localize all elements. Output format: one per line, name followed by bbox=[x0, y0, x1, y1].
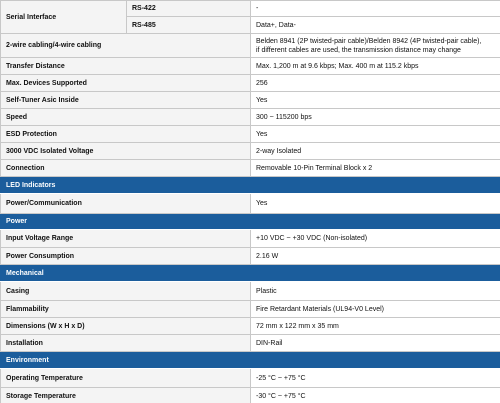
spec-row-speed bbox=[1, 109, 500, 126]
dimensions-label: Dimensions (W x H x D) bbox=[1, 318, 251, 335]
section-title-environment: Environment bbox=[1, 352, 500, 369]
section-header-power bbox=[1, 214, 500, 230]
spec-row-self-tuner bbox=[1, 92, 500, 109]
transfer-distance-value: Max. 1,200 m at 9.6 kbps; Max. 400 m at 115.2 kbps bbox=[251, 58, 500, 75]
esd-value: Yes bbox=[251, 126, 500, 143]
spec-row-max-devices bbox=[1, 75, 500, 92]
rs422-label: RS-422 bbox=[127, 1, 251, 17]
rs422-value: - bbox=[251, 1, 500, 17]
spec-row-isolated-voltage bbox=[1, 143, 500, 160]
spec-row-flammability bbox=[1, 301, 500, 318]
dimensions-value: 72 mm x 122 mm x 35 mm bbox=[251, 318, 500, 335]
connection-value: Removable 10-Pin Terminal Block x 2 bbox=[251, 160, 500, 177]
operating-temperature-label: Operating Temperature bbox=[1, 369, 251, 388]
spec-row-esd bbox=[1, 126, 500, 143]
spec-row-cabling bbox=[1, 34, 500, 58]
spec-row-connection bbox=[1, 160, 500, 177]
spec-row-operating-temperature bbox=[1, 369, 500, 388]
storage-temperature-value: -30 °C ~ +75 °C bbox=[251, 388, 500, 403]
connection-label: Connection bbox=[1, 160, 251, 177]
flammability-value: Fire Retardant Materials (UL94-V0 Level) bbox=[251, 301, 500, 318]
installation-value: DIN-Rail bbox=[251, 335, 500, 352]
storage-temperature-label: Storage Temperature bbox=[1, 388, 251, 403]
self-tuner-label: Self-Tuner Asic Inside bbox=[1, 92, 251, 109]
cabling-value-line2: if different cables are used, the transmission distance may change bbox=[256, 46, 461, 54]
input-voltage-value: +10 VDC ~ +30 VDC (Non-isolated) bbox=[251, 230, 500, 248]
transfer-distance-label: Transfer Distance bbox=[1, 58, 251, 75]
section-title-led-indicators: LED Indicators bbox=[1, 177, 500, 194]
operating-temperature-value: -25 °C ~ +75 °C bbox=[251, 369, 500, 388]
section-header-mechanical bbox=[1, 265, 500, 282]
max-devices-value: 256 bbox=[251, 75, 500, 92]
cabling-value bbox=[251, 34, 500, 58]
power-communication-value: Yes bbox=[251, 194, 500, 214]
section-title-mechanical: Mechanical bbox=[1, 265, 500, 282]
power-communication-label: Power/Communication bbox=[1, 194, 251, 214]
spec-row-installation bbox=[1, 335, 500, 352]
isolated-voltage-value: 2-way Isolated bbox=[251, 143, 500, 160]
self-tuner-value: Yes bbox=[251, 92, 500, 109]
section-header-environment bbox=[1, 352, 500, 369]
speed-label: Speed bbox=[1, 109, 251, 126]
spec-row-transfer-distance bbox=[1, 58, 500, 75]
spec-row-dimensions bbox=[1, 318, 500, 335]
rs485-label: RS-485 bbox=[127, 17, 251, 34]
isolated-voltage-label: 3000 VDC Isolated Voltage bbox=[1, 143, 251, 160]
spec-row-casing bbox=[1, 282, 500, 301]
serial-interface-label: Serial Interface bbox=[1, 1, 127, 34]
rs485-value: Data+, Data- bbox=[251, 17, 500, 34]
cabling-label: 2-wire cabling/4-wire cabling bbox=[1, 34, 251, 58]
section-title-power: Power bbox=[1, 214, 500, 230]
spec-row-storage-temperature bbox=[1, 388, 500, 403]
flammability-label: Flammability bbox=[1, 301, 251, 318]
spec-row-power-consumption bbox=[1, 248, 500, 265]
power-consumption-label: Power Consumption bbox=[1, 248, 251, 265]
power-consumption-value: 2.16 W bbox=[251, 248, 500, 265]
installation-label: Installation bbox=[1, 335, 251, 352]
spec-row-power-communication bbox=[1, 194, 500, 214]
input-voltage-label: Input Voltage Range bbox=[1, 230, 251, 248]
max-devices-label: Max. Devices Supported bbox=[1, 75, 251, 92]
section-header-led-indicators bbox=[1, 177, 500, 194]
spec-row-rs422 bbox=[1, 1, 500, 17]
casing-value: Plastic bbox=[251, 282, 500, 301]
cabling-value-line1: Belden 8941 (2P twisted-pair cable)/Belden 8942 (4P twisted-pair cable), bbox=[256, 37, 482, 45]
esd-label: ESD Protection bbox=[1, 126, 251, 143]
casing-label: Casing bbox=[1, 282, 251, 301]
speed-value: 300 ~ 115200 bps bbox=[251, 109, 500, 126]
spec-row-input-voltage bbox=[1, 230, 500, 248]
